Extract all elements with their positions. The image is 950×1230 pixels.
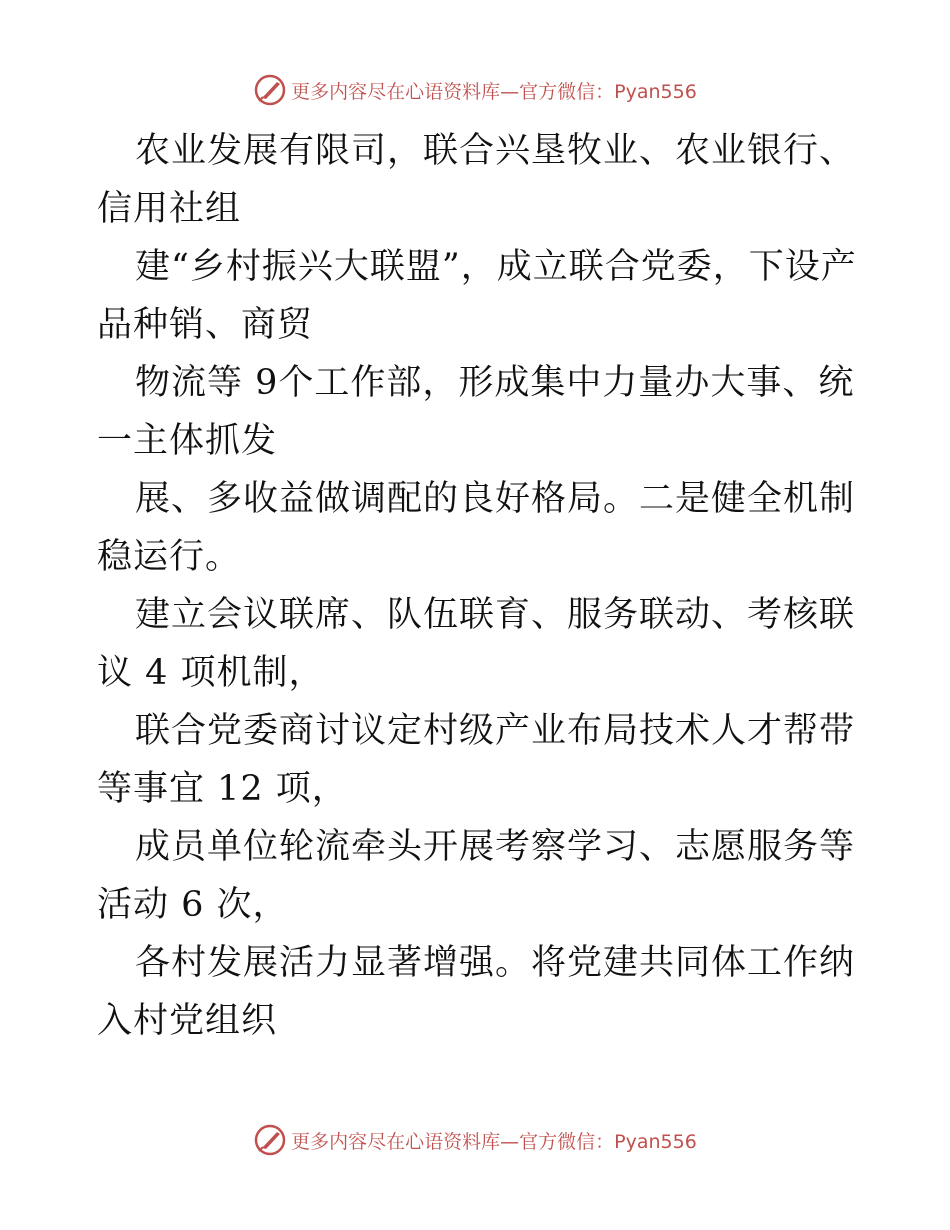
paragraph: 建立会议联席、队伍联育、服务联动、考核联议 4 项机制， — [97, 595, 856, 693]
paragraph: 成员单位轮流牵头开展考察学习、志愿服务等活动 6 次， — [97, 827, 856, 925]
footer-watermark — [0, 1120, 950, 1160]
paragraph: 建“乡村振兴大联盟”，成立联合党委，下设产品种销、商贸 — [97, 247, 857, 345]
header-watermark-text: 更多内容尽在心语资料库—官方微信：Pyan556 — [291, 80, 697, 103]
paragraph: 联合党委商讨议定村级产业布局技术人才帮带等事宜 12 项， — [97, 711, 856, 809]
paragraph: 各村发展活力显著增强。将党建共同体工作纳入村党组织 — [97, 943, 856, 1041]
quill-circle-icon — [253, 73, 287, 107]
paragraph: 物流等 9个工作部，形成集中力量办大事、统一主体抓发 — [97, 363, 855, 461]
header-watermark — [0, 70, 950, 110]
paragraph: 展、多收益做调配的良好格局。二是健全机制稳运行。 — [97, 479, 856, 577]
quill-circle-icon — [253, 1123, 287, 1157]
document-body — [97, 122, 867, 1050]
paragraph: 农业发展有限司，联合兴垦牧业、农业银行、信用社组 — [97, 131, 856, 229]
footer-watermark-text: 更多内容尽在心语资料库—官方微信：Pyan556 — [291, 1130, 697, 1153]
